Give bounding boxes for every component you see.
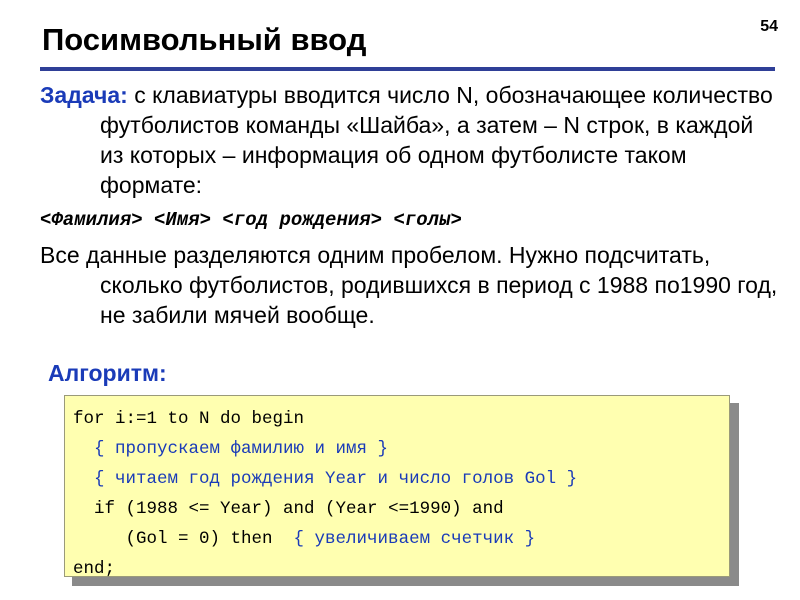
task-label: Задача:	[40, 82, 128, 108]
code-comment: { увеличиваем счетчик }	[293, 529, 536, 549]
code-block	[64, 395, 730, 577]
code-text: (Gol = 0) then	[125, 529, 294, 549]
task-paragraph	[40, 80, 780, 200]
task-text: с клавиатуры вводится число N, обозначающее количество футболистов команды «Шайба», а затем – N строк, в каждой из которых – информация об одном футболисте таком формате:	[100, 82, 773, 198]
code-text: for i:=1 to N do begin	[73, 409, 305, 429]
task-description	[40, 80, 780, 330]
code-text: end;	[73, 559, 116, 579]
slide-number: 54	[760, 18, 778, 35]
code-comment: { пропускаем фамилию и имя }	[94, 439, 389, 459]
code-line	[73, 464, 729, 494]
algorithm-label: Алгоритм:	[48, 360, 167, 386]
code-comment: { читаем год рождения Year и число голов Gol }	[94, 469, 578, 489]
code-line	[73, 554, 729, 584]
code-line	[73, 404, 729, 434]
code-line	[73, 524, 729, 554]
task-note: Все данные разделяются одним пробелом. Нужно подсчитать, сколько футболистов, родившихся в период с 1988 по1990 год, не забили мячей вообще.	[40, 242, 778, 328]
slide-title: Посимвольный ввод	[42, 22, 367, 57]
code-line	[73, 434, 729, 464]
code-line	[73, 494, 729, 524]
code-text: if (1988 <= Year) and (Year <=1990) and	[94, 499, 504, 519]
input-format: <Фамилия> <Имя> <год рождения> <голы>	[40, 209, 462, 231]
title-divider	[40, 67, 775, 71]
